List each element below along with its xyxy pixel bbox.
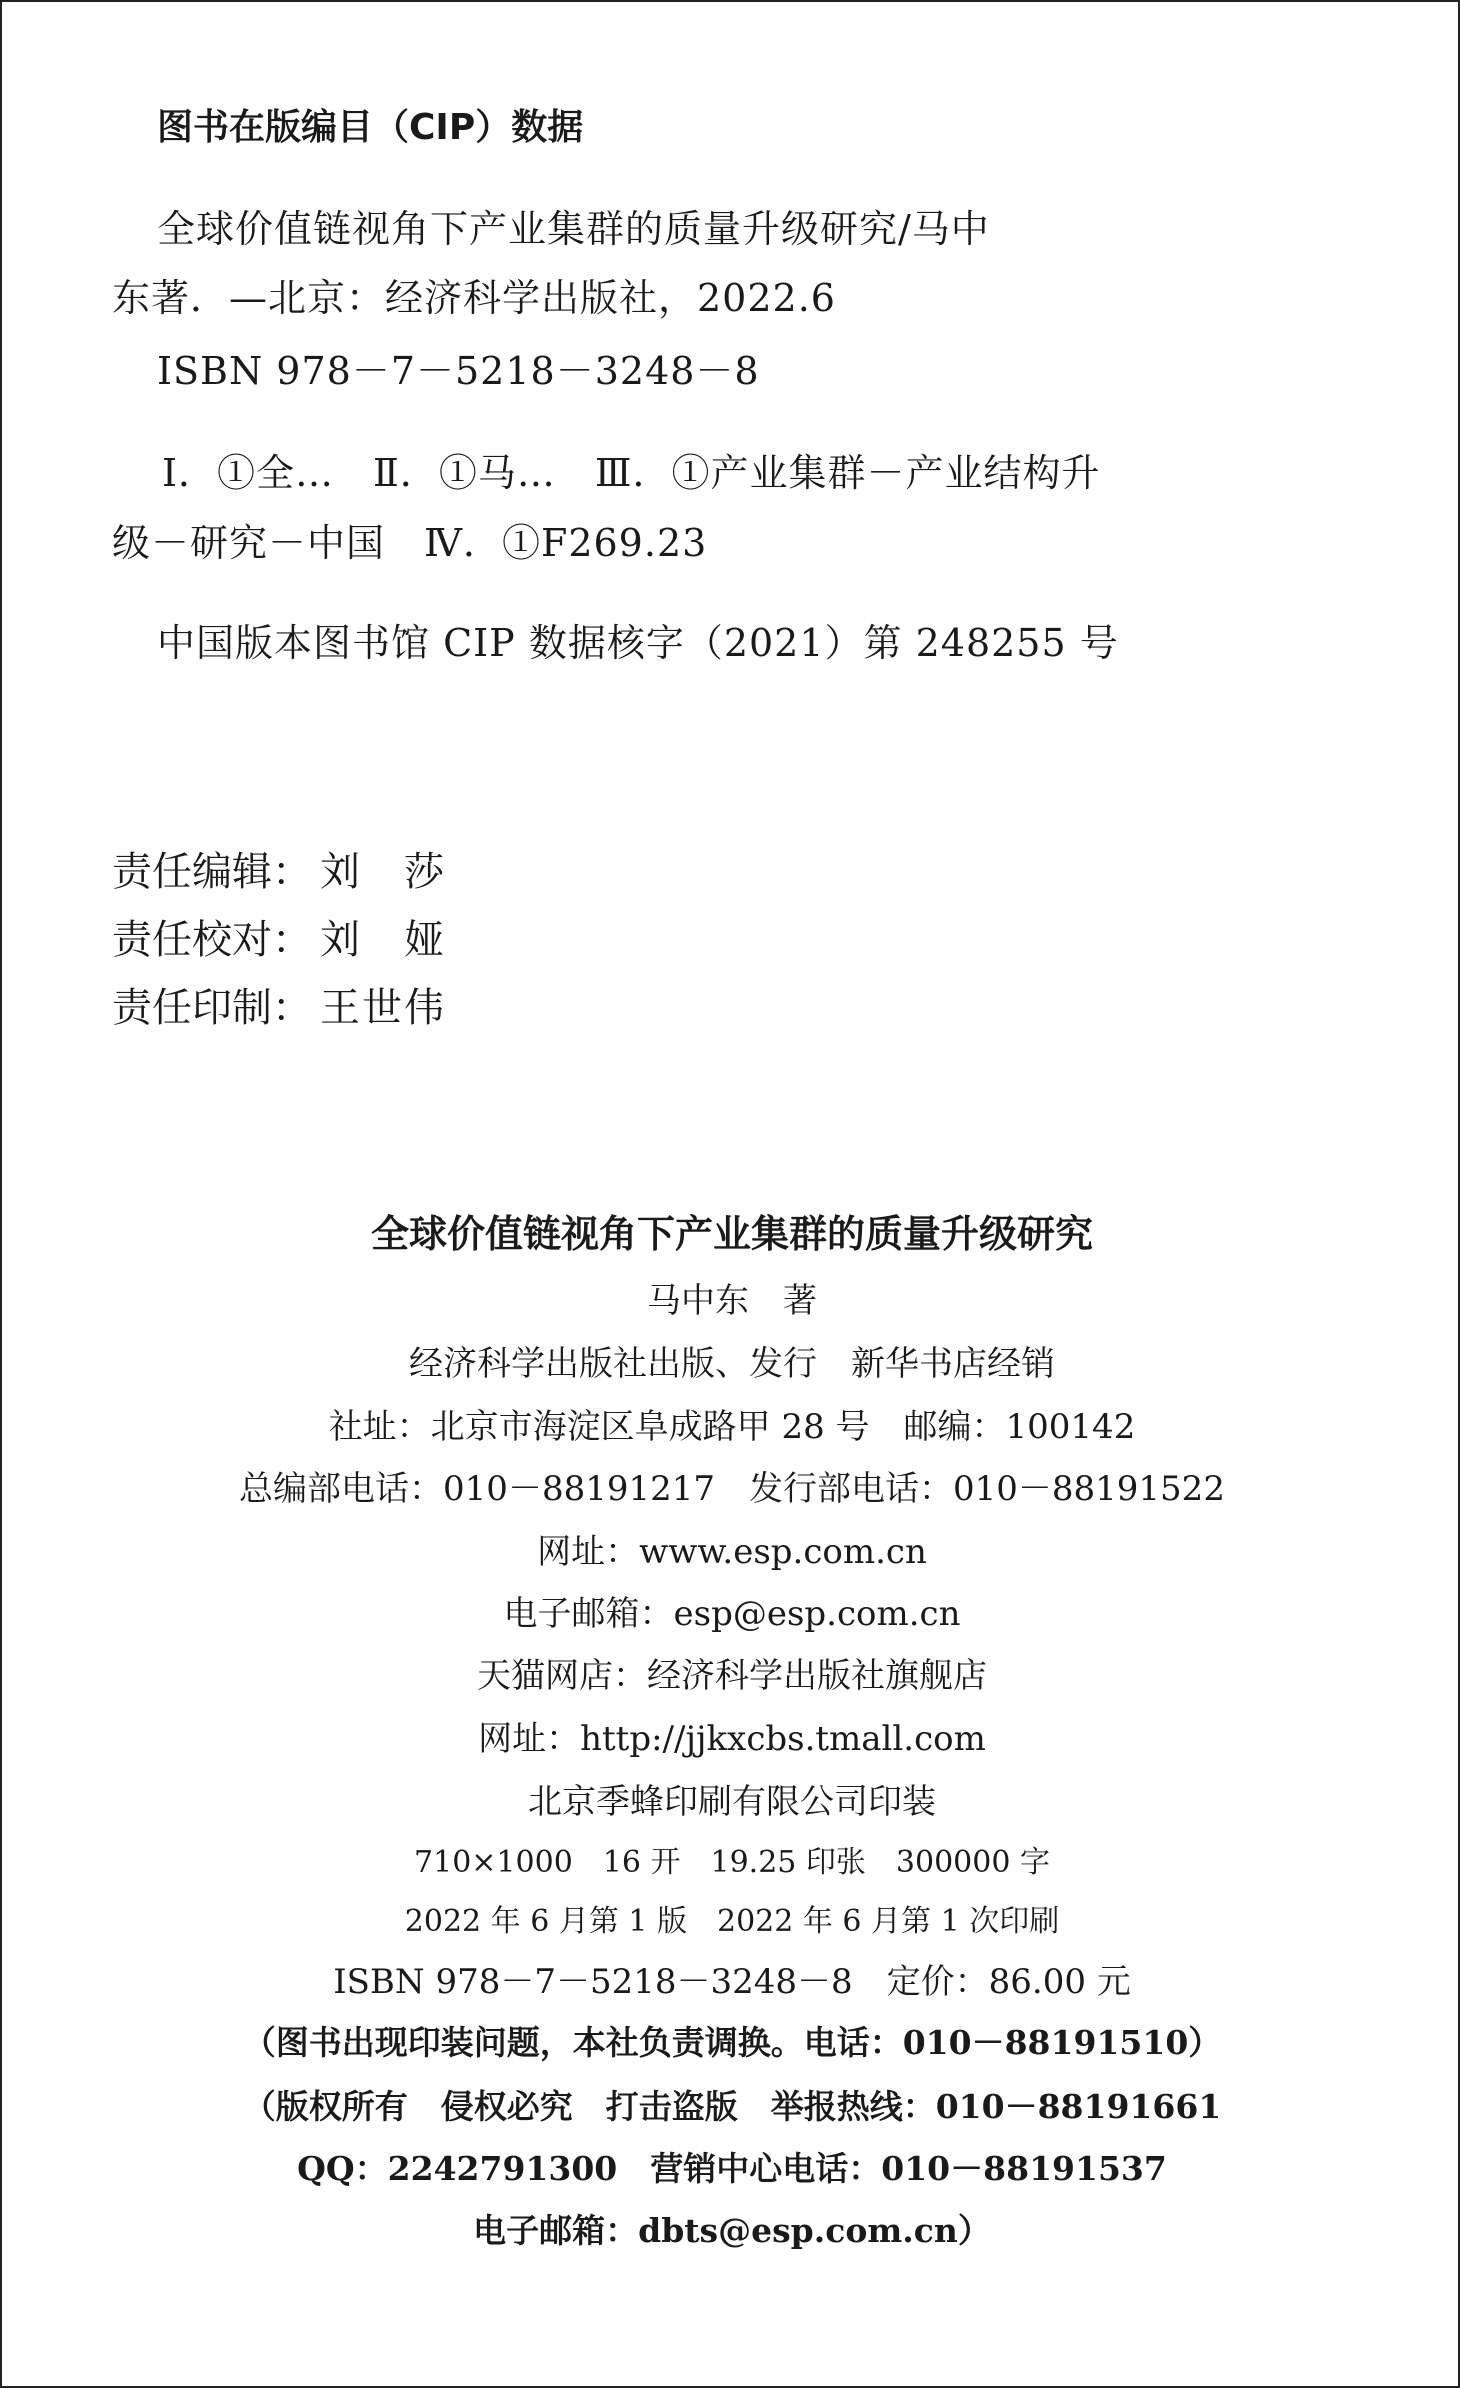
colophon-isbn-price: ISBN 978－7－5218－3248－8 定价：86.00 元 [333,1962,1131,2002]
colophon-website: 网址：www.esp.com.cn [537,1532,927,1572]
staff-role: 责任印制： [112,985,312,1031]
colophon-notice-email: 电子邮箱：dbts@esp.com.cn） [473,2211,991,2250]
colophon-publisher: 经济科学出版社出版、发行 新华书店经销 [409,1344,1055,1384]
colophon-phones: 总编部电话：010－88191217 发行部电话：010－88191522 [239,1469,1225,1509]
staff-name: 王世伟 [320,985,446,1031]
cip-line-classification-2: 级－研究－中国 Ⅳ．①F269.23 [112,521,708,565]
colophon-author: 马中东 著 [647,1281,817,1321]
staff-role: 责任编辑： [112,849,312,895]
staff-editor [112,849,446,895]
cip-line-classification-1: Ⅰ．①全… Ⅱ．①马… Ⅲ．①产业集群－产业结构升 [162,451,1101,495]
colophon-notice-copyright: （版权所有 侵权必究 打击盗版 举报热线：010－88191661 [242,2087,1222,2126]
staff-name: 刘 莎 [320,849,446,895]
colophon-email: 电子邮箱：esp@esp.com.cn [503,1594,961,1634]
colophon-title: 全球价值链视角下产业集群的质量升级研究 [370,1212,1093,1256]
cip-heading: 图书在版编目（CIP）数据 [157,107,584,148]
staff-role: 责任校对： [112,917,312,963]
colophon-address: 社址：北京市海淀区阜成路甲 28 号 邮编：100142 [328,1407,1136,1447]
cip-line-record-number: 中国版本图书馆 CIP 数据核字（2021）第 248255 号 [157,621,1119,665]
colophon-edition: 2022 年 6 月第 1 版 2022 年 6 月第 1 次印刷 [404,1904,1060,1939]
cip-line-title: 全球价值链视角下产业集群的质量升级研究/马中 [157,207,990,251]
colophon-notice-qq: QQ：2242791300 营销中心电话：010－88191537 [297,2149,1167,2188]
colophon-specs: 710×1000 16 开 19.25 印张 300000 字 [414,1845,1050,1880]
cip-line-author-publisher: 东著．—北京：经济科学出版社，2022.6 [112,276,836,320]
colophon-tmall-store: 天猫网店：经济科学出版社旗舰店 [477,1656,987,1696]
colophon-tmall-url: 网址：http://jjkxcbs.tmall.com [478,1719,986,1759]
colophon-notice-replacement: （图书出现印装问题，本社负责调换。电话：010－88191510） [242,2023,1222,2062]
staff-proofreader [112,917,446,963]
cip-line-isbn: ISBN 978－7－5218－3248－8 [157,349,760,393]
staff-print-supervisor [112,985,446,1031]
staff-name: 刘 娅 [320,917,446,963]
colophon-printer: 北京季蜂印刷有限公司印装 [528,1782,936,1822]
